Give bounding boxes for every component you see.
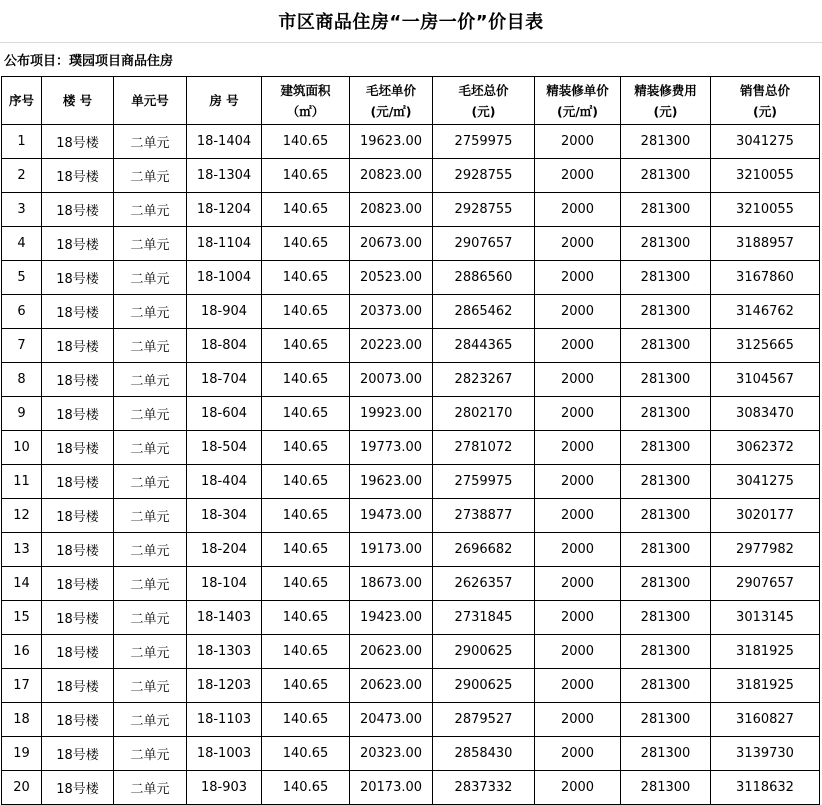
cell-index: 13 — [2, 533, 42, 567]
table-row — [2, 261, 820, 295]
cell-sale-total: 3125665 — [711, 329, 820, 363]
cell-unit: 二单元 — [114, 737, 187, 771]
cell-unit: 二单元 — [114, 363, 187, 397]
cell-building: 18号楼 — [42, 329, 114, 363]
cell-room: 18-104 — [187, 567, 262, 601]
cell-decor-cost: 281300 — [621, 261, 711, 295]
table-header-row — [2, 77, 820, 125]
cell-sale-total: 3167860 — [711, 261, 820, 295]
table-row — [2, 227, 820, 261]
cell-decor-cost: 281300 — [621, 193, 711, 227]
cell-area: 140.65 — [262, 703, 350, 737]
cell-sale-total: 3062372 — [711, 431, 820, 465]
cell-index: 17 — [2, 669, 42, 703]
cell-building: 18号楼 — [42, 397, 114, 431]
cell-room: 18-704 — [187, 363, 262, 397]
cell-sale-total: 3020177 — [711, 499, 820, 533]
cell-index: 3 — [2, 193, 42, 227]
cell-unit: 二单元 — [114, 465, 187, 499]
cell-rough-unit-price: 20823.00 — [350, 193, 433, 227]
cell-rough-total: 2802170 — [433, 397, 535, 431]
cell-decor-cost: 281300 — [621, 737, 711, 771]
cell-decor-unit-price: 2000 — [535, 125, 621, 159]
header-label: 建筑面积 — [280, 82, 331, 98]
cell-index: 12 — [2, 499, 42, 533]
cell-room: 18-1404 — [187, 125, 262, 159]
table-row — [2, 499, 820, 533]
cell-decor-cost: 281300 — [621, 125, 711, 159]
cell-unit: 二单元 — [114, 329, 187, 363]
cell-room: 18-1403 — [187, 601, 262, 635]
cell-rough-unit-price: 19623.00 — [350, 465, 433, 499]
cell-decor-cost: 281300 — [621, 295, 711, 329]
cell-building: 18号楼 — [42, 159, 114, 193]
cell-room: 18-204 — [187, 533, 262, 567]
header-label: 房 号 — [209, 93, 239, 108]
cell-rough-unit-price: 19423.00 — [350, 601, 433, 635]
header-unit-label: (元) — [753, 103, 777, 119]
cell-index: 18 — [2, 703, 42, 737]
cell-area: 140.65 — [262, 499, 350, 533]
col-header-unit — [114, 77, 187, 125]
cell-rough-total: 2886560 — [433, 261, 535, 295]
header-unit-label: （㎡） — [286, 103, 325, 119]
project-label: 公布项目：璞园项目商品住房 — [4, 53, 174, 69]
cell-sale-total: 3104567 — [711, 363, 820, 397]
cell-unit: 二单元 — [114, 193, 187, 227]
table-row — [2, 737, 820, 771]
cell-area: 140.65 — [262, 567, 350, 601]
cell-decor-cost: 281300 — [621, 159, 711, 193]
cell-unit: 二单元 — [114, 159, 187, 193]
cell-decor-cost: 281300 — [621, 227, 711, 261]
cell-index: 9 — [2, 397, 42, 431]
col-header-decor-cost — [621, 77, 711, 125]
cell-decor-cost: 281300 — [621, 397, 711, 431]
cell-room: 18-804 — [187, 329, 262, 363]
cell-decor-unit-price: 2000 — [535, 533, 621, 567]
cell-sale-total: 3181925 — [711, 669, 820, 703]
cell-decor-cost: 281300 — [621, 363, 711, 397]
cell-index: 5 — [2, 261, 42, 295]
cell-index: 1 — [2, 125, 42, 159]
cell-unit: 二单元 — [114, 227, 187, 261]
cell-building: 18号楼 — [42, 533, 114, 567]
table-row — [2, 397, 820, 431]
cell-unit: 二单元 — [114, 499, 187, 533]
cell-rough-unit-price: 20073.00 — [350, 363, 433, 397]
cell-building: 18号楼 — [42, 465, 114, 499]
cell-decor-unit-price: 2000 — [535, 159, 621, 193]
cell-rough-total: 2731845 — [433, 601, 535, 635]
cell-decor-unit-price: 2000 — [535, 431, 621, 465]
cell-room: 18-1204 — [187, 193, 262, 227]
cell-rough-unit-price: 20173.00 — [350, 771, 433, 805]
cell-sale-total: 3146762 — [711, 295, 820, 329]
cell-decor-cost: 281300 — [621, 601, 711, 635]
cell-area: 140.65 — [262, 737, 350, 771]
cell-area: 140.65 — [262, 771, 350, 805]
cell-room: 18-404 — [187, 465, 262, 499]
cell-decor-unit-price: 2000 — [535, 261, 621, 295]
cell-sale-total: 3139730 — [711, 737, 820, 771]
cell-rough-unit-price: 20373.00 — [350, 295, 433, 329]
cell-building: 18号楼 — [42, 193, 114, 227]
cell-room: 18-1004 — [187, 261, 262, 295]
cell-area: 140.65 — [262, 397, 350, 431]
col-header-rough-unit-price — [350, 77, 433, 125]
cell-index: 2 — [2, 159, 42, 193]
cell-index: 20 — [2, 771, 42, 805]
cell-rough-unit-price: 19473.00 — [350, 499, 433, 533]
header-unit-label: (元/㎡) — [370, 103, 412, 119]
cell-rough-total: 2626357 — [433, 567, 535, 601]
header-label: 毛坯总价 — [458, 82, 509, 98]
cell-rough-total: 2879527 — [433, 703, 535, 737]
cell-unit: 二单元 — [114, 669, 187, 703]
table-row — [2, 295, 820, 329]
col-header-decor-unit-price — [535, 77, 621, 125]
table-row — [2, 363, 820, 397]
cell-area: 140.65 — [262, 227, 350, 261]
cell-sale-total: 3041275 — [711, 465, 820, 499]
cell-index: 14 — [2, 567, 42, 601]
cell-decor-cost: 281300 — [621, 635, 711, 669]
table-row — [2, 601, 820, 635]
cell-sale-total: 3041275 — [711, 125, 820, 159]
cell-decor-cost: 281300 — [621, 431, 711, 465]
cell-area: 140.65 — [262, 363, 350, 397]
cell-building: 18号楼 — [42, 499, 114, 533]
cell-decor-unit-price: 2000 — [535, 737, 621, 771]
cell-rough-total: 2928755 — [433, 159, 535, 193]
cell-rough-total: 2759975 — [433, 125, 535, 159]
col-header-index — [2, 77, 42, 125]
table-row — [2, 703, 820, 737]
header-label: 楼 号 — [62, 93, 93, 108]
cell-area: 140.65 — [262, 193, 350, 227]
cell-rough-total: 2696682 — [433, 533, 535, 567]
cell-sale-total: 3181925 — [711, 635, 820, 669]
header-label: 毛坯单价 — [365, 82, 416, 98]
table-row — [2, 159, 820, 193]
cell-unit: 二单元 — [114, 601, 187, 635]
cell-rough-unit-price: 20673.00 — [350, 227, 433, 261]
cell-room: 18-903 — [187, 771, 262, 805]
cell-decor-unit-price: 2000 — [535, 601, 621, 635]
table-row — [2, 669, 820, 703]
page-title: 市区商品住房“一房一价”价目表 — [0, 0, 822, 43]
price-table — [1, 76, 820, 805]
table-row — [2, 771, 820, 805]
cell-unit: 二单元 — [114, 771, 187, 805]
cell-area: 140.65 — [262, 431, 350, 465]
cell-rough-total: 2858430 — [433, 737, 535, 771]
cell-unit: 二单元 — [114, 703, 187, 737]
cell-area: 140.65 — [262, 295, 350, 329]
cell-decor-unit-price: 2000 — [535, 771, 621, 805]
table-body — [2, 125, 820, 805]
cell-building: 18号楼 — [42, 771, 114, 805]
cell-rough-total: 2900625 — [433, 635, 535, 669]
cell-unit: 二单元 — [114, 431, 187, 465]
header-label: 精装修费用 — [634, 82, 697, 98]
cell-decor-unit-price: 2000 — [535, 329, 621, 363]
cell-index: 7 — [2, 329, 42, 363]
cell-decor-unit-price: 2000 — [535, 397, 621, 431]
cell-sale-total: 3013145 — [711, 601, 820, 635]
cell-sale-total: 3210055 — [711, 159, 820, 193]
header-unit-label: (元) — [471, 103, 496, 119]
cell-area: 140.65 — [262, 125, 350, 159]
cell-sale-total: 2977982 — [711, 533, 820, 567]
cell-index: 8 — [2, 363, 42, 397]
cell-area: 140.65 — [262, 329, 350, 363]
cell-building: 18号楼 — [42, 567, 114, 601]
cell-building: 18号楼 — [42, 601, 114, 635]
cell-room: 18-1003 — [187, 737, 262, 771]
col-header-building — [42, 77, 114, 125]
cell-sale-total: 3083470 — [711, 397, 820, 431]
cell-rough-unit-price: 20223.00 — [350, 329, 433, 363]
cell-rough-unit-price: 20823.00 — [350, 159, 433, 193]
header-label: 序号 — [8, 93, 34, 108]
cell-building: 18号楼 — [42, 261, 114, 295]
cell-decor-unit-price: 2000 — [535, 703, 621, 737]
cell-area: 140.65 — [262, 261, 350, 295]
cell-rough-unit-price: 19173.00 — [350, 533, 433, 567]
table-row — [2, 125, 820, 159]
cell-unit: 二单元 — [114, 295, 187, 329]
cell-building: 18号楼 — [42, 703, 114, 737]
cell-decor-cost: 281300 — [621, 499, 711, 533]
cell-building: 18号楼 — [42, 669, 114, 703]
cell-rough-total: 2759975 — [433, 465, 535, 499]
cell-rough-unit-price: 19623.00 — [350, 125, 433, 159]
cell-decor-cost: 281300 — [621, 465, 711, 499]
header-label: 精装修单价 — [546, 82, 609, 98]
cell-decor-cost: 281300 — [621, 533, 711, 567]
table-row — [2, 193, 820, 227]
cell-decor-unit-price: 2000 — [535, 567, 621, 601]
cell-building: 18号楼 — [42, 227, 114, 261]
table-row — [2, 431, 820, 465]
cell-area: 140.65 — [262, 533, 350, 567]
cell-index: 6 — [2, 295, 42, 329]
cell-building: 18号楼 — [42, 295, 114, 329]
cell-unit: 二单元 — [114, 397, 187, 431]
table-row — [2, 533, 820, 567]
cell-rough-total: 2844365 — [433, 329, 535, 363]
cell-decor-unit-price: 2000 — [535, 227, 621, 261]
header-label: 单元号 — [131, 93, 169, 108]
table-row — [2, 465, 820, 499]
cell-room: 18-1303 — [187, 635, 262, 669]
cell-rough-total: 2928755 — [433, 193, 535, 227]
cell-area: 140.65 — [262, 465, 350, 499]
cell-unit: 二单元 — [114, 567, 187, 601]
table-row — [2, 329, 820, 363]
col-header-area — [262, 77, 350, 125]
cell-rough-total: 2781072 — [433, 431, 535, 465]
cell-index: 10 — [2, 431, 42, 465]
cell-rough-unit-price: 20623.00 — [350, 635, 433, 669]
cell-unit: 二单元 — [114, 261, 187, 295]
cell-index: 15 — [2, 601, 42, 635]
cell-rough-total: 2900625 — [433, 669, 535, 703]
table-row — [2, 567, 820, 601]
cell-index: 11 — [2, 465, 42, 499]
header-unit-label: (元) — [653, 103, 678, 119]
cell-area: 140.65 — [262, 635, 350, 669]
cell-decor-cost: 281300 — [621, 669, 711, 703]
cell-decor-unit-price: 2000 — [535, 499, 621, 533]
cell-index: 4 — [2, 227, 42, 261]
cell-sale-total: 2907657 — [711, 567, 820, 601]
cell-rough-total: 2907657 — [433, 227, 535, 261]
cell-decor-unit-price: 2000 — [535, 193, 621, 227]
cell-room: 18-604 — [187, 397, 262, 431]
cell-unit: 二单元 — [114, 533, 187, 567]
cell-building: 18号楼 — [42, 363, 114, 397]
col-header-rough-total — [433, 77, 535, 125]
col-header-room — [187, 77, 262, 125]
cell-rough-unit-price: 20523.00 — [350, 261, 433, 295]
cell-decor-unit-price: 2000 — [535, 465, 621, 499]
cell-unit: 二单元 — [114, 125, 187, 159]
cell-room: 18-1203 — [187, 669, 262, 703]
cell-rough-total: 2865462 — [433, 295, 535, 329]
cell-rough-unit-price: 19923.00 — [350, 397, 433, 431]
cell-decor-cost: 281300 — [621, 329, 711, 363]
cell-rough-total: 2837332 — [433, 771, 535, 805]
cell-decor-unit-price: 2000 — [535, 363, 621, 397]
cell-area: 140.65 — [262, 601, 350, 635]
table-row — [2, 635, 820, 669]
cell-room: 18-904 — [187, 295, 262, 329]
cell-rough-total: 2738877 — [433, 499, 535, 533]
cell-room: 18-504 — [187, 431, 262, 465]
cell-room: 18-1103 — [187, 703, 262, 737]
header-label: 销售总价 — [739, 82, 790, 98]
cell-building: 18号楼 — [42, 737, 114, 771]
cell-sale-total: 3118632 — [711, 771, 820, 805]
cell-decor-unit-price: 2000 — [535, 295, 621, 329]
cell-index: 16 — [2, 635, 42, 669]
cell-decor-cost: 281300 — [621, 771, 711, 805]
cell-decor-unit-price: 2000 — [535, 635, 621, 669]
cell-sale-total: 3188957 — [711, 227, 820, 261]
cell-rough-total: 2823267 — [433, 363, 535, 397]
cell-area: 140.65 — [262, 669, 350, 703]
cell-index: 19 — [2, 737, 42, 771]
cell-building: 18号楼 — [42, 125, 114, 159]
cell-decor-unit-price: 2000 — [535, 669, 621, 703]
cell-rough-unit-price: 20623.00 — [350, 669, 433, 703]
cell-rough-unit-price: 19773.00 — [350, 431, 433, 465]
cell-decor-cost: 281300 — [621, 703, 711, 737]
cell-sale-total: 3210055 — [711, 193, 820, 227]
cell-sale-total: 3160827 — [711, 703, 820, 737]
cell-rough-unit-price: 18673.00 — [350, 567, 433, 601]
cell-unit: 二单元 — [114, 635, 187, 669]
cell-room: 18-1104 — [187, 227, 262, 261]
cell-rough-unit-price: 20473.00 — [350, 703, 433, 737]
cell-room: 18-1304 — [187, 159, 262, 193]
cell-building: 18号楼 — [42, 431, 114, 465]
cell-area: 140.65 — [262, 159, 350, 193]
col-header-sale-total — [711, 77, 820, 125]
cell-building: 18号楼 — [42, 635, 114, 669]
cell-rough-unit-price: 20323.00 — [350, 737, 433, 771]
cell-decor-cost: 281300 — [621, 567, 711, 601]
cell-room: 18-304 — [187, 499, 262, 533]
header-unit-label: (元/㎡) — [557, 103, 598, 119]
